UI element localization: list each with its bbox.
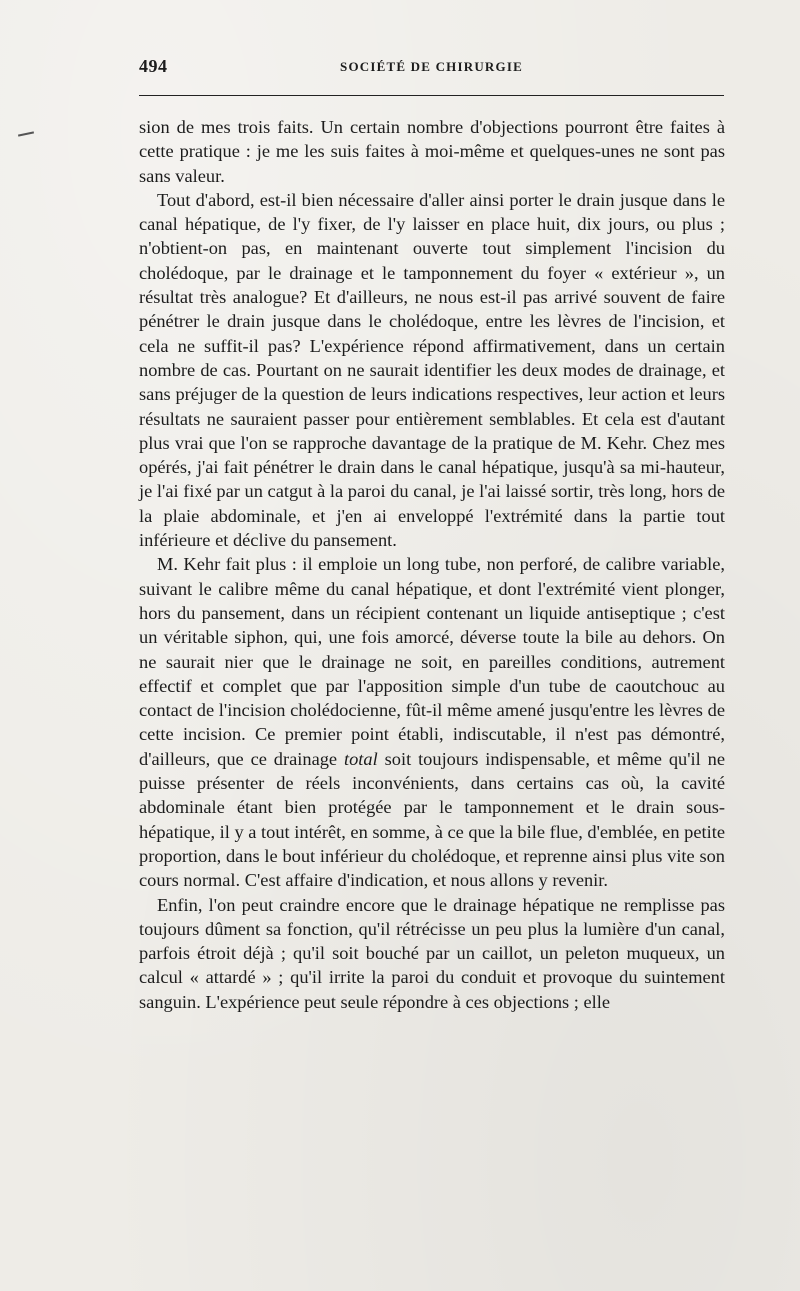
body-text xyxy=(139,115,725,1014)
margin-mark xyxy=(18,131,34,136)
italic-word: total xyxy=(343,748,378,769)
paragraph-4: Enfin, l'on peut craindre encore que le drainage hépatique ne remplisse pas toujours dûment sa fonction, qu'il rétrécisse un peu plus la lumière d'un canal, parfois étroit déjà ; qu'il soit bouché par un caillot, un peleton muqueux, un calcul « attardé » ; qu'il irrite la paroi du conduit et provoque du suintement sanguin. L'expérience peut seule répondre à ces objections ; elle xyxy=(139,894,725,1012)
paragraph-2: Tout d'abord, est-il bien nécessaire d'aller ainsi porter le drain jusque dans le canal hépatique, de l'y fixer, de l'y laisser en place huit, dix jours, ou plus ; n'obtient-on pas, en maintenant ouverte tout simplement l'incision du cholédoque, par le drainage et le tamponnement du foyer « extérieur », un résultat très analogue? Et d'ailleurs, ne nous est-il pas arrivé souvent de faire pénétrer le drain jusque dans le cholédoque, entre les lèvres de l'incision, et cela ne suffit-il pas? L'expérience répond affirmativement, dans un certain nombre de cas. Pourtant on ne saurait identifier les deux modes de drainage, et sans préjuger de la question de leurs indications respectives, leur action et leurs résultats ne sauraient passer pour entièrement semblables. Et cela est d'autant plus vrai que l'on se rapproche davantage de la pratique de M. Kehr. Chez mes opérés, j'ai fait pénétrer le drain dans le canal hépatique, jusqu'à sa mi-hauteur, je l'ai fixé par un catgut à la paroi du canal, je l'ai laissé sortir, très long, hors de la plaie abdominale, et j'en ai enveloppé l'extrémité dans la partie tout inférieure et déclive du pansement. xyxy=(139,189,725,551)
running-title: SOCIÉTÉ DE CHIRURGIE xyxy=(340,59,523,74)
header-rule xyxy=(139,95,724,96)
paragraph-3: M. Kehr fait plus : il emploie un long tube, non perforé, de calibre variable, suivant le calibre même du canal hépatique, et dont l'extrémité vient plonger, hors du pansement, dans un récipient contenant un liquide antiseptique ; c'est un véritable siphon, qui, une fois amorcé, déverse toute la bile au dehors. On ne saurait nier que le drainage ne soit, en pareilles conditions, autrement effectif et complet que par l'apposition simple d'un tube de caoutchouc au contact de l'incision cholédocienne, fût-il même amené jusqu'entre les lèvres de cette incision. Ce premier point établi, indiscutable, il n'est pas démontré, d'ailleurs, que ce drainage total soit toujours indispensable, et même qu'il ne puisse présenter de réels inconvénients, dans certains cas où, la cavité abdominale étant bien protégée par le tamponnement et le drain sous-hépatique, il y a tout intérêt, en somme, à ce que la bile flue, d'emblée, en petite proportion, dans le bout inférieur du cholédoque, et reprenne ainsi plus vite son cours normal. C'est affaire d'indication, et nous allons y revenir. xyxy=(139,554,725,891)
paragraph-1: sion de mes trois faits. Un certain nombre d'objections pourront être faites à cette pratique : je me les suis faites à moi-même et quelques-unes ne sont pas sans valeur. xyxy=(139,117,725,186)
page-number: 494 xyxy=(139,56,168,76)
page-header xyxy=(139,56,724,84)
